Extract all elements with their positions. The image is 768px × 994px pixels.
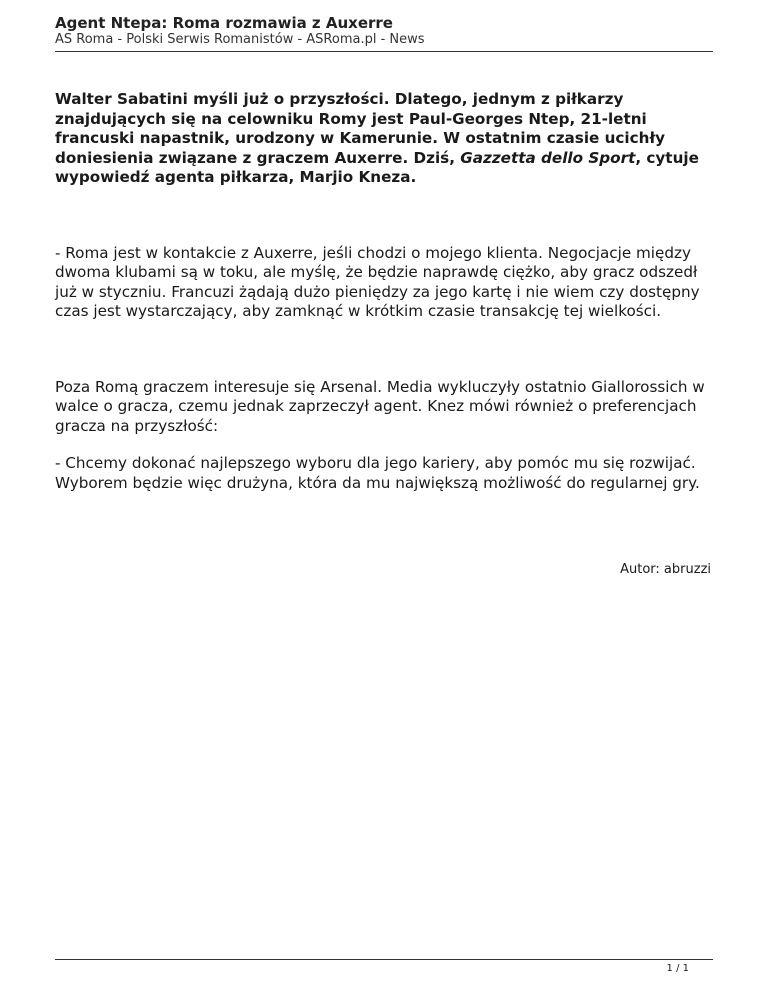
article-lead [55, 90, 715, 188]
page-footer [55, 959, 713, 975]
article-author: Autor: abruzzi [620, 562, 711, 577]
article-paragraph-1: - Roma jest w kontakcie z Auxerre, jeśli chodzi o mojego klienta. Negocjacje między dwoma klubami są w toku, ale myślę, że będzie naprawdę ciężko, aby gracz odszedł już w styczniu. Francuzi żądają dużo pieniędzy za jego kartę i nie wiem czy dostępny czas jest wystarczający, aby zamknąć w krótkim czasie transakcję tej wielkości. [55, 243, 700, 320]
article-body [55, 90, 715, 493]
page-header [55, 14, 713, 52]
lead-text-part1: Walter Sabatini myśli już o przyszłości. Dlatego, jednym z piłkarzy znajdujących się na celowniku Romy jest Paul-Georges Ntep, 21-letni francuski napastnik, urodzony w Kamerunie. W ostatnim czasie ucichły doniesienia związane z graczem Auxerre. Dziś, [55, 90, 665, 167]
lead-text-part2: , cytuje wypowiedź agenta piłkarza, Marjio Kneza. [55, 148, 699, 186]
article-paragraph-3: - Chcemy dokonać najlepszego wyboru dla jego kariery, aby pomóc mu się rozwijać. Wyborem będzie więc drużyna, która da mu największą możliwość do regularnej gry. [55, 454, 700, 492]
lead-source: Gazzetta dello Sport [460, 148, 636, 167]
site-subtitle: AS Roma - Polski Serwis Romanistów - ASRoma.pl - News [55, 32, 425, 47]
page-number: 1 / 1 [666, 963, 689, 974]
article-paragraph-2: Poza Romą graczem interesuje się Arsenal. Media wykluczyły ostatnio Giallorossich w walce o gracza, czemu jednak zaprzeczył agent. Knez mówi również o preferencjach gracza na przyszłość: [55, 377, 705, 435]
article-title: Agent Ntepa: Roma rozmawia z Auxerre [55, 14, 393, 32]
